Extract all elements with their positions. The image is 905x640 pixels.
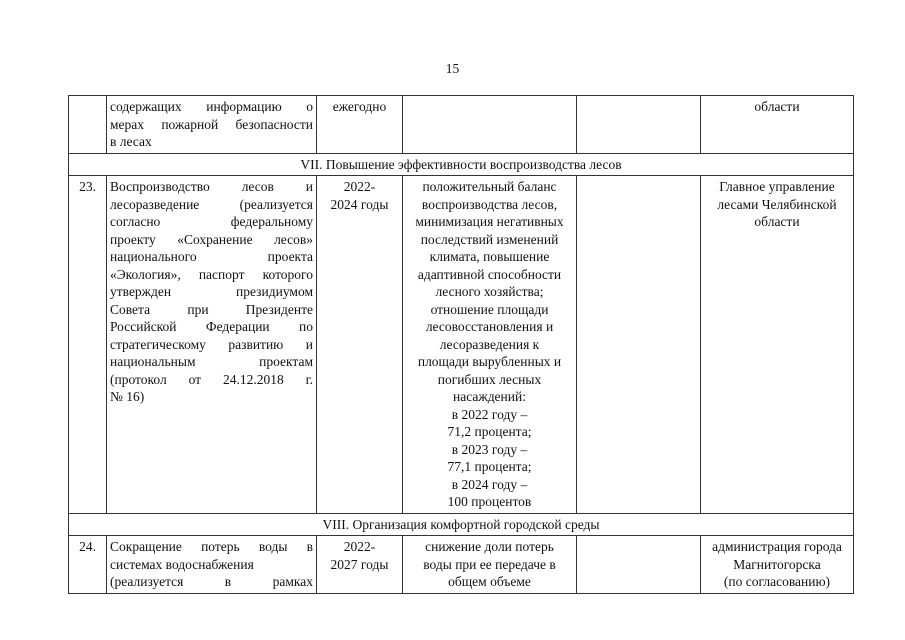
description-cell	[107, 96, 317, 154]
description-line: стратегическому развитию и	[110, 336, 313, 352]
indicator-line: отношение площади	[430, 301, 549, 317]
page-number: 15	[445, 61, 460, 76]
indicator-line: положительный баланс	[422, 179, 557, 194]
section-header-row	[69, 513, 854, 536]
indicator-line: в 2022 году –	[451, 406, 528, 422]
indicator-cell	[403, 176, 577, 514]
indicator-line: 77,1 процента;	[447, 459, 532, 474]
row-number: 24.	[79, 539, 96, 554]
section-title-viii: VIII. Организация комфортной городской среды	[69, 513, 854, 536]
description-line: проекту «Сохранение лесов»	[110, 231, 313, 247]
description-line: Российской Федерации по	[110, 319, 313, 334]
indicator-line: в 2024 году –	[451, 476, 528, 492]
table-row-24	[69, 536, 854, 594]
row-number: 23.	[79, 179, 96, 194]
description-line: № 16)	[110, 389, 145, 404]
indicator-line: 71,2 процента;	[447, 424, 532, 439]
section-title-vii: VII. Повышение эффективности воспроизводства лесов	[69, 153, 854, 176]
description-line: национальным проектам	[110, 354, 313, 369]
description-line: «Экология», паспорт которого	[110, 266, 313, 282]
indicator-line: насаждений:	[453, 389, 526, 404]
period-text: ежегодно	[332, 99, 387, 114]
indicator-line: лесного хозяйства;	[435, 284, 544, 299]
period-cell	[317, 536, 403, 594]
responsible-cell	[701, 176, 854, 514]
indicator-line: снижение доли потерь	[425, 539, 554, 554]
description-line: национального проекта	[110, 249, 313, 264]
indicator-line: лесоразведения к	[439, 336, 540, 352]
indicator-line: в 2023 году –	[451, 441, 528, 457]
indicator-line: общем объеме	[448, 574, 531, 589]
description-line: согласно федеральному	[110, 214, 313, 229]
indicator-line: воспроизводства лесов,	[421, 196, 558, 212]
description-line: лесоразведение (реализуется	[110, 196, 313, 212]
indicator-line: воды при ее передаче в	[423, 556, 556, 572]
indicator-cell	[403, 536, 577, 594]
responsible-line: области	[754, 214, 800, 229]
responsible-line: администрация города	[712, 539, 842, 554]
indicator-line: лесовосстановления и	[425, 319, 554, 334]
responsible-line: лесами Челябинской	[717, 196, 837, 212]
period-line: 2022-	[343, 179, 376, 194]
responsible-text: области	[754, 99, 800, 114]
responsible-line: (по согласованию)	[723, 574, 831, 589]
description-line: мерах пожарной безопасности	[110, 116, 313, 132]
period-line: 2024 годы	[330, 196, 389, 212]
indicator-line: последствий изменений	[420, 231, 559, 247]
table-row-continuation	[69, 96, 854, 154]
description-line: (протокол от 24.12.2018 г.	[110, 371, 313, 387]
indicator-line: площади вырубленных и	[417, 354, 562, 369]
period-line: 2022-	[343, 539, 376, 554]
indicator-line: погибших лесных	[437, 371, 542, 387]
description-line: в лесах	[110, 134, 152, 149]
description-line: Сокращение потерь воды в	[110, 539, 313, 554]
row-number-cell	[69, 96, 107, 154]
measures-table	[68, 95, 854, 594]
description-cell	[107, 176, 317, 514]
description-line: Воспроизводство лесов и	[110, 179, 313, 194]
indicator-line: минимизация негативных	[415, 214, 564, 229]
indicator-line: климата, повышение	[429, 249, 550, 264]
row-number-cell	[69, 176, 107, 514]
table-row-23	[69, 176, 854, 514]
period-cell	[317, 176, 403, 514]
empty-cell	[577, 176, 701, 514]
responsible-cell	[701, 96, 854, 154]
description-line: Совета при Президенте	[110, 301, 313, 317]
responsible-line: Главное управление	[719, 179, 835, 194]
description-cell	[107, 536, 317, 594]
section-header-row	[69, 153, 854, 176]
description-line: содержащих информацию о	[110, 99, 313, 114]
indicator-cell	[403, 96, 577, 154]
empty-cell	[577, 536, 701, 594]
row-number-cell	[69, 536, 107, 594]
description-line: системах водоснабжения	[110, 556, 254, 572]
period-cell	[317, 96, 403, 154]
indicator-line: 100 процентов	[447, 494, 532, 509]
description-line: (реализуется в рамках	[110, 574, 313, 589]
empty-cell	[577, 96, 701, 154]
indicator-line: адаптивной способности	[417, 266, 562, 282]
description-line: утвержден президиумом	[110, 284, 313, 299]
responsible-line: Магнитогорска	[733, 556, 821, 572]
period-line: 2027 годы	[330, 556, 389, 572]
responsible-cell	[701, 536, 854, 594]
